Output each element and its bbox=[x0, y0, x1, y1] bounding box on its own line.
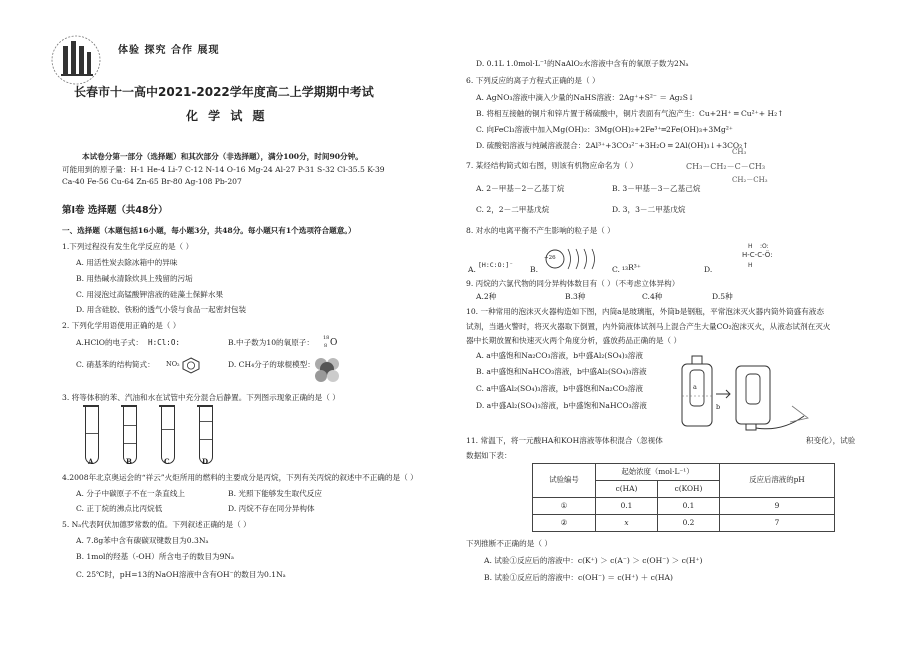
exam-subject: 化 学 试 题 bbox=[186, 109, 268, 123]
diagram-label-b: b bbox=[716, 403, 721, 411]
q2-stem: 2. 下列化学用语使用正确的是（ ） bbox=[62, 321, 181, 330]
svg-text:H-C-C-Ö:: H-C-C-Ö: bbox=[742, 251, 773, 259]
table-cell-ha: 0.1 bbox=[596, 498, 658, 515]
q9-option-a: A.2种 bbox=[476, 292, 497, 301]
q11-option-b: B. 试验①反应后的溶液中：c(OH⁻) ＝ c(H⁺) ＋ c(HA) bbox=[484, 573, 673, 582]
q1-option-b: B. 用热碱水清除炊具上残留的污垢 bbox=[76, 274, 193, 283]
q8-option-d-label: D. bbox=[704, 265, 713, 274]
q7-struct-main: CH₃－CH₂－C－CH₃ bbox=[686, 162, 766, 171]
q9-option-d: D.5种 bbox=[712, 292, 733, 301]
svg-text::O:: :O: bbox=[760, 243, 769, 250]
test-tube-b bbox=[123, 407, 137, 464]
q4-stem: 4.2008年北京奥运会的“祥云”火炬所用的燃料的主要成分是丙烷，下列有关丙烷的叙述中不正确的是（ ） bbox=[62, 473, 418, 482]
q5-option-b: B. 1mol的羟基（-OH）所含电子的数目为9Nₐ bbox=[76, 552, 234, 561]
table-header-ph: 反应后溶液的pH bbox=[720, 464, 835, 498]
q9-stem: 9. 丙烷的六氯代物的同分异构体数目有（ ）（不考虑立体异构） bbox=[466, 279, 680, 288]
q1-option-c: C. 用浸泡过高锰酸钾溶液的硅藻土保鲜水果 bbox=[76, 290, 224, 299]
q7-struct-bottom: CH₂－CH₃ bbox=[732, 176, 768, 184]
table-row bbox=[533, 515, 835, 532]
diagram-label-a: a bbox=[693, 383, 697, 391]
q10-option-d: D. a中盛Al₂(SO₄)₃溶液，b中盛饱和NaHCO₃溶液 bbox=[476, 401, 647, 410]
q2-nitro-group: NO₂ bbox=[166, 360, 180, 368]
q6-option-a: A. AgNO₃溶液中滴入少量的NaHS溶液：2Ag⁺+S²⁻ ＝ Ag₂S↓ bbox=[476, 93, 695, 102]
q7-struct-top: CH₃ bbox=[732, 148, 747, 156]
q8-option-c-label: C. bbox=[612, 265, 620, 274]
exam-note: 本试卷分第一部分（选择题）和其次部分（非选择题），满分100分，时间90分钟。 bbox=[82, 152, 363, 161]
q6-stem: 6. 下列反应的离子方程式正确的是（ ） bbox=[466, 76, 600, 85]
table-header-koh: c(KOH) bbox=[658, 481, 720, 498]
q10-stem-line1: 10. 一种常用的泡沫灭火器构造如下图，内筒a是玻璃瓶，外筒b是钢瓶，平常泡沫灭火器内筒外筒盛有液态 bbox=[466, 307, 824, 316]
q4-option-a: A. 分子中碳原子不在一条直线上 bbox=[76, 489, 186, 498]
q11-option-a: A. 试验①反应后的溶液中：c(K⁺) ＞ c(A⁻) ＞ c(OH⁻) ＞ c(H⁺) bbox=[484, 556, 703, 565]
atomic-masses-line1: 可能用到的原子量：H-1 He-4 Li-7 C-12 N-14 O-16 Mg-24 Al-27 P-31 S-32 Cl-35.5 K-39 bbox=[62, 165, 385, 174]
ball-stick-model-icon bbox=[312, 355, 342, 383]
q4-option-d: D. 丙烷不存在同分异构体 bbox=[228, 504, 315, 513]
table-cell-koh: 0.2 bbox=[658, 515, 720, 532]
q2-hclo-formula: H:Cl:O: bbox=[148, 338, 181, 347]
q6-option-c: C. 向FeCl₃溶液中加入Mg(OH)₂：3Mg(OH)₂+2Fe³⁺═2Fe(OH)₃+3Mg²⁺ bbox=[476, 125, 733, 134]
q7-stem: 7. 某烃结构简式如右图，则该有机物应命名为（ ） bbox=[466, 161, 638, 170]
tube-label-a: A bbox=[88, 457, 94, 466]
table-header-concentration: 起始浓度（mol·L⁻¹） bbox=[596, 464, 720, 481]
school-motto: 体验 探究 合作 展现 bbox=[118, 45, 220, 56]
q7-option-d: D. 3，3－二甲基戊烷 bbox=[612, 205, 686, 214]
q10-option-b: B. a中盛饱和NaHCO₃溶液，b中盛Al₂(SO₄)₃溶液 bbox=[476, 367, 647, 376]
svg-text:H: H bbox=[748, 262, 753, 269]
q2-isotope-mass: 18 bbox=[323, 335, 330, 341]
q11-stem-line2: 数据如下表： bbox=[466, 451, 512, 460]
q11-after-table: 下列推断不正确的是（ ） bbox=[466, 539, 552, 548]
test-tube-d bbox=[199, 407, 213, 464]
q2-option-d: D. CH₄分子的球棍模型： bbox=[228, 360, 315, 369]
q8-stem: 8. 对水的电离平衡不产生影响的粒子是（ ） bbox=[466, 226, 615, 235]
q9-option-c: C.4种 bbox=[642, 292, 663, 301]
q2-option-b: B.中子数为10的氧原子： bbox=[228, 338, 314, 347]
q5-option-a: A. 7.8g苯中含有碳碳双键数目为0.3Nₐ bbox=[76, 536, 209, 545]
q8-option-c-ion: ₁₃R³⁺ bbox=[622, 263, 641, 272]
atomic-masses-line2: Ca-40 Fe-56 Cu-64 Zn-65 Br-80 Ag-108 Pb-207 bbox=[62, 177, 242, 186]
section-heading: 第Ⅰ卷 选择题（共48分） bbox=[62, 205, 168, 216]
q4-option-c: C. 正丁烷的沸点比丙烷低 bbox=[76, 504, 163, 513]
table-row bbox=[533, 498, 835, 515]
q3-stem: 3. 将等体积的苯、汽油和水在试管中充分混合后静置。下列图示现象正确的是（ ） bbox=[62, 393, 340, 402]
table-cell-id: ② bbox=[533, 515, 596, 532]
q7-option-c: C. 2，2－二甲基戊烷 bbox=[476, 205, 550, 214]
q9-option-b: B.3种 bbox=[565, 292, 586, 301]
q6-option-b: B. 将相互接触的铜片和锌片置于稀硫酸中，铜片表面有气泡产生：Cu+2H⁺ ═ Cu²⁺+ H₂↑ bbox=[476, 109, 784, 118]
q10-stem-line2: 试剂，当遇火警时，将灭火器取下倒置，内外筒液体试剂马上混合产生大量CO₂泡沫灭火，从液态试剂在灭火 bbox=[466, 322, 831, 331]
q8-option-a-structure: [H:C:O:]⁻ bbox=[478, 261, 514, 269]
table-header-ha: c(HA) bbox=[596, 481, 658, 498]
q10-option-c: C. a中盛Al₂(SO₄)₃溶液，b中盛饱和Na₂CO₃溶液 bbox=[476, 384, 643, 393]
test-tube-a bbox=[85, 407, 99, 464]
table-cell-koh: 0.1 bbox=[658, 498, 720, 515]
q7-option-b: B. 3－甲基－3－乙基己烷 bbox=[612, 184, 701, 193]
q1-option-d: D. 用含硅胶、铁粉的透气小袋与食品一起密封包装 bbox=[76, 305, 247, 314]
section-instruction: 一、选择题（本题包括16小题，每小题3分，共48分。每小题只有1个选项符合题意。） bbox=[62, 226, 356, 235]
q8-atom-nucleus: +26 bbox=[544, 255, 556, 261]
table-cell-ha: x bbox=[596, 515, 658, 532]
q11-stem-line1-end: 积变化），试验 bbox=[806, 436, 856, 445]
q7-option-a: A. 2－甲基－2－乙基丁烷 bbox=[476, 184, 565, 193]
test-tube-c bbox=[161, 407, 175, 464]
q5-option-c: C. 25℃时，pH=13的NaOH溶液中含有OH⁻的数目为0.1Nₐ bbox=[76, 570, 286, 579]
svg-text:H: H bbox=[748, 243, 753, 250]
table-cell-ph: 7 bbox=[720, 515, 835, 532]
q8-option-b-label: B. bbox=[530, 265, 538, 274]
tube-label-d: D bbox=[202, 457, 209, 466]
q5-stem: 5. Nₐ代表阿伏加德罗常数的值。下列叙述正确的是（ ） bbox=[62, 520, 251, 529]
exam-title: 长春市十一高中2021-2022学年度高二上学期期中考试 bbox=[74, 85, 374, 99]
table-cell-ph: 9 bbox=[720, 498, 835, 515]
q6-option-d: D. 硫酸铝溶液与纯碱溶液混合：2Al³⁺+3CO₃²⁻+3H₂O ═ 2Al(OH)₃↓+3CO₂↑ bbox=[476, 141, 749, 150]
q10-stem-line3: 器中长期放置和快速灭火两个角度分析，盛放药品正确的是（ ） bbox=[466, 336, 682, 345]
q11-stem-line1: 11. 常温下，将一元酸HA和KOH溶液等体积混合（忽视体 bbox=[466, 436, 663, 445]
q1-stem: 1.下列过程没有发生化学反应的是（ ） bbox=[62, 242, 194, 251]
q2-option-c: C. 硝基苯的结构简式： bbox=[76, 360, 155, 369]
q2-isotope-z: 8 bbox=[324, 343, 328, 349]
table-header-experiment: 试验编号 bbox=[533, 464, 596, 498]
acetate-structure-icon bbox=[740, 240, 790, 272]
q8-option-a-label: A. bbox=[468, 265, 476, 274]
q1-option-a: A. 用活性炭去除冰箱中的异味 bbox=[76, 258, 178, 267]
q10-option-a: A. a中盛饱和Na₂CO₃溶液，b中盛Al₂(SO₄)₃溶液 bbox=[476, 351, 643, 360]
q4-option-b: B. 光照下能够发生取代反应 bbox=[228, 489, 322, 498]
q2-isotope-symbol: O bbox=[330, 338, 338, 348]
benzene-ring-icon bbox=[180, 356, 202, 374]
q11-data-table bbox=[532, 463, 835, 532]
table-cell-id: ① bbox=[533, 498, 596, 515]
q2-option-a: A.HClO的电子式： bbox=[76, 338, 143, 347]
tube-label-c: C bbox=[164, 457, 170, 466]
tube-label-b: B bbox=[126, 457, 132, 466]
q5-option-d: D. 0.1L 1.0mol·L⁻¹的NaAlO₂水溶液中含有的氧原子数为2Nₐ bbox=[476, 59, 689, 68]
